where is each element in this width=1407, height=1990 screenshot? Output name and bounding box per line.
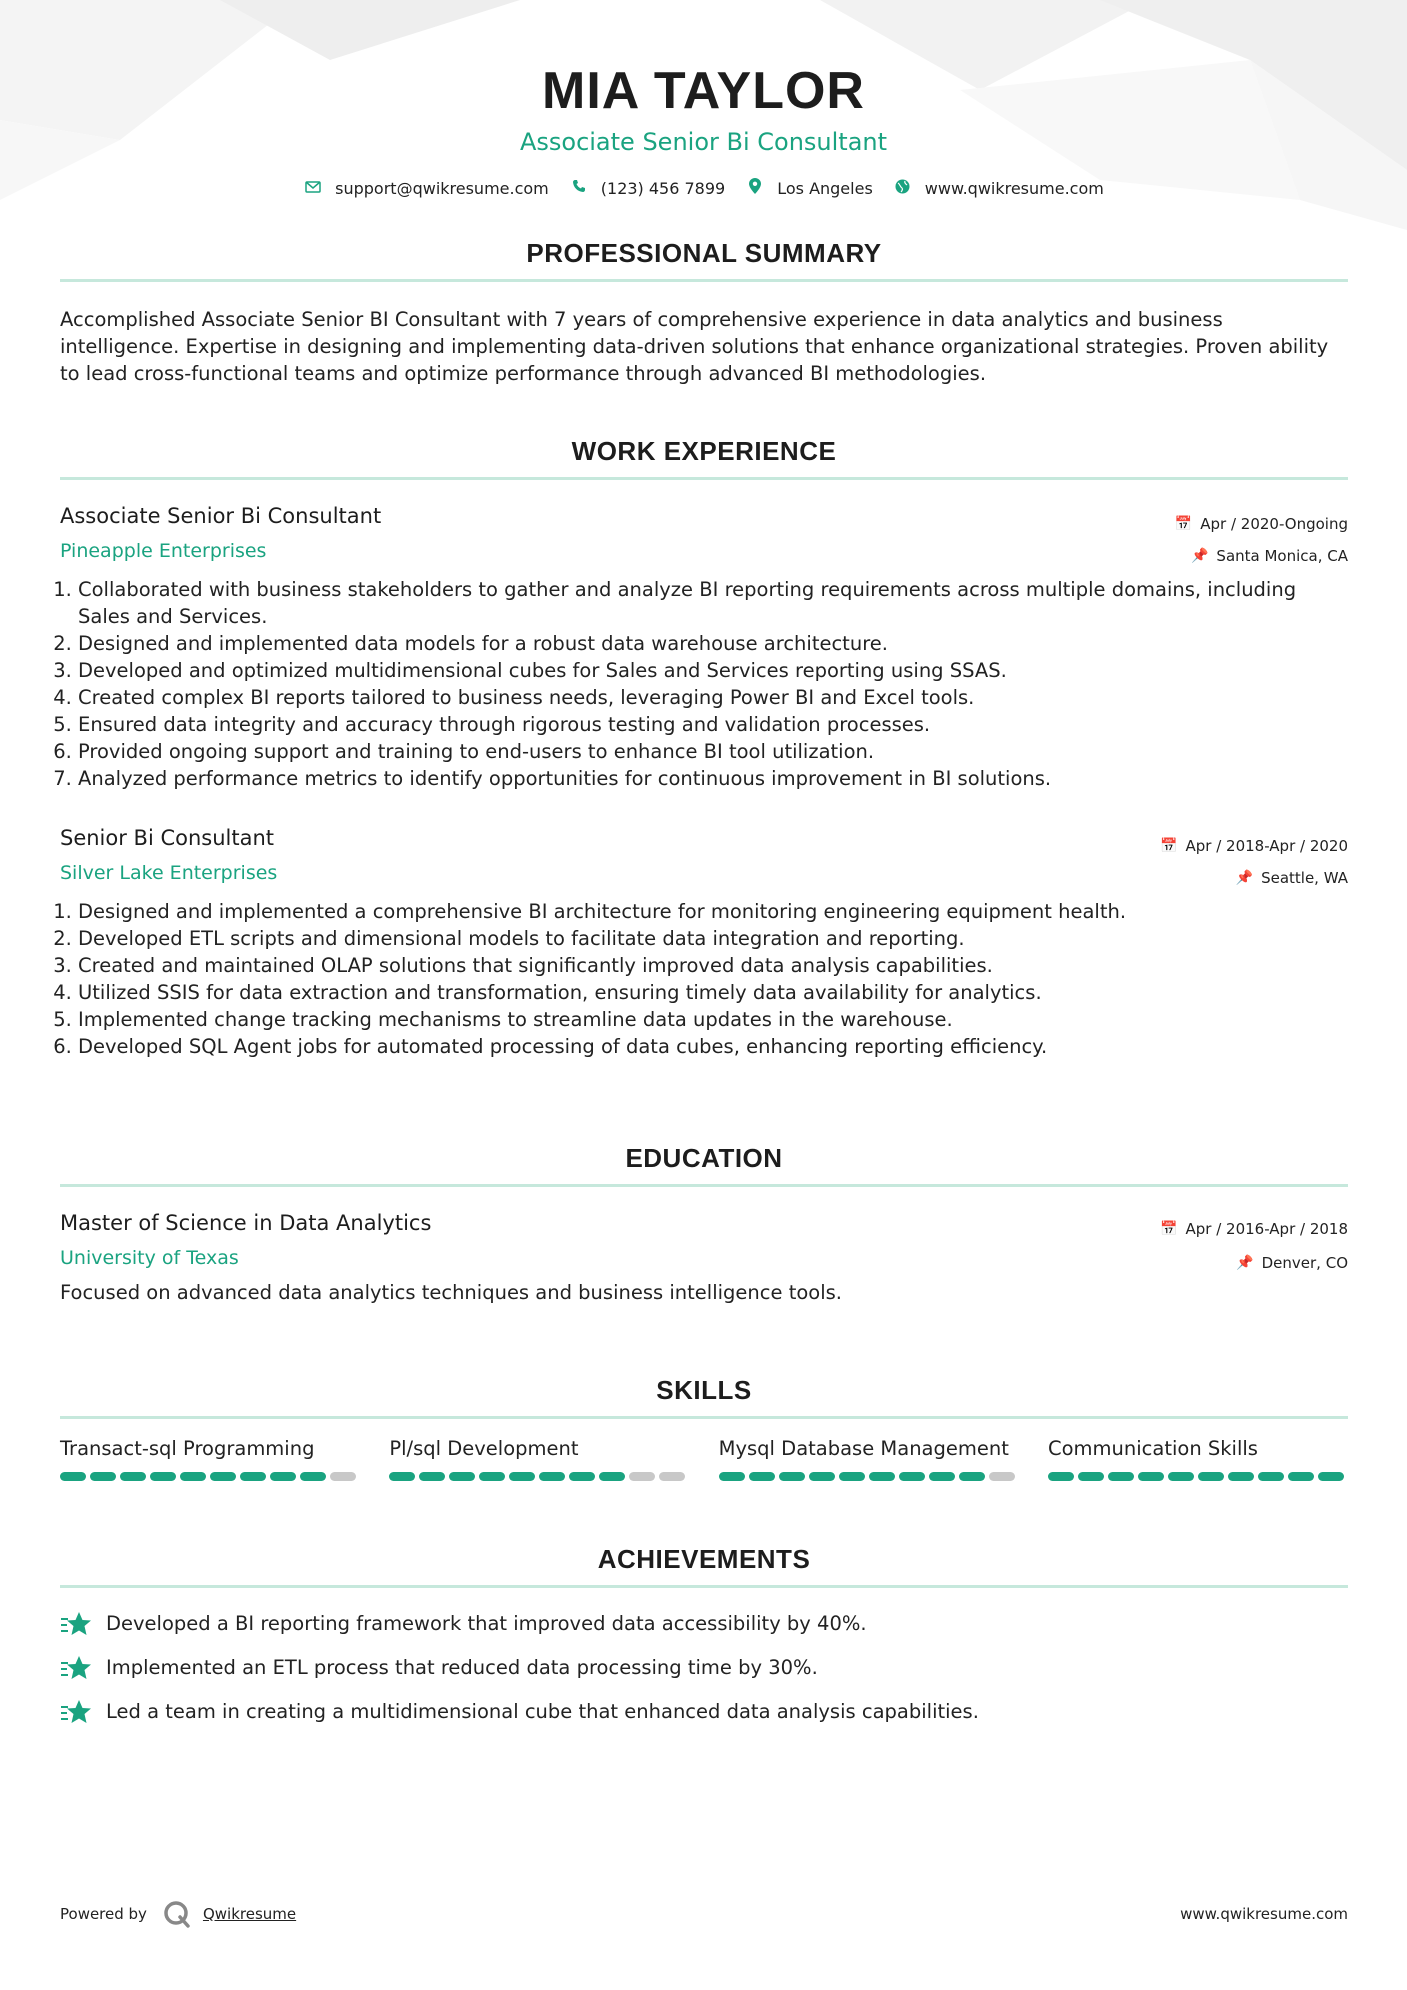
skill-segment-filled xyxy=(719,1472,745,1481)
star-icon xyxy=(60,1610,92,1638)
contact-bar xyxy=(0,178,1407,198)
skill-segment-filled xyxy=(599,1472,625,1481)
footer-website[interactable]: www.qwikresume.com xyxy=(1180,1905,1348,1923)
skill-level-bar xyxy=(389,1472,689,1481)
education-section xyxy=(60,1143,1348,1306)
experience-section xyxy=(60,436,1348,1060)
skill-segment-filled xyxy=(539,1472,565,1481)
skill-segment-filled xyxy=(899,1472,925,1481)
skill-item xyxy=(60,1437,360,1481)
duty-item: 5. Ensured data integrity and accuracy through rigorous testing and validation processes. xyxy=(78,711,1348,738)
skill-level-bar xyxy=(60,1472,360,1481)
skill-segment-filled xyxy=(1108,1472,1134,1481)
calendar-icon: 📅 xyxy=(1160,838,1178,854)
skill-segment-filled xyxy=(1168,1472,1194,1481)
education-dates xyxy=(1160,1211,1348,1247)
section-divider xyxy=(60,1416,1348,1419)
education-location-text: Denver, CO xyxy=(1261,1254,1348,1272)
job-dates xyxy=(1175,508,1348,540)
achievement-list xyxy=(60,1610,1348,1726)
job-entry xyxy=(60,504,1348,792)
education-dates-text: Apr / 2016-Apr / 2018 xyxy=(1185,1220,1348,1238)
duty-item: 6. Provided ongoing support and training to end-users to enhance BI tool utilization. xyxy=(78,738,1348,765)
job-location-text: Seattle, WA xyxy=(1261,869,1348,887)
skill-segment-filled xyxy=(210,1472,236,1481)
skill-segment-filled xyxy=(1288,1472,1314,1481)
star-icon xyxy=(60,1698,92,1726)
job-location-text: Santa Monica, CA xyxy=(1216,547,1348,565)
skill-segment-filled xyxy=(180,1472,206,1481)
school-name: University of Texas xyxy=(60,1247,239,1269)
skill-segment-filled xyxy=(90,1472,116,1481)
duty-item: 3. Created and maintained OLAP solutions that significantly improved data analysis capabilities. xyxy=(78,952,1348,979)
calendar-icon: 📅 xyxy=(1174,516,1193,532)
achievements-section xyxy=(60,1544,1348,1726)
skill-segment-filled xyxy=(120,1472,146,1481)
job-location xyxy=(1160,862,1348,894)
skill-name: Mysql Database Management xyxy=(718,1437,1009,1460)
skills-list xyxy=(60,1437,1348,1481)
skill-item xyxy=(389,1437,689,1481)
job-meta xyxy=(1160,830,1348,894)
duty-list xyxy=(60,576,1348,792)
skill-level-bar xyxy=(719,1472,1019,1481)
pin-icon: 📌 xyxy=(1236,1255,1254,1271)
education-meta xyxy=(1160,1211,1348,1279)
skill-segment-filled xyxy=(569,1472,595,1481)
qwikresume-link[interactable]: Qwikresume xyxy=(202,1905,297,1923)
achievement-item xyxy=(60,1698,1348,1726)
experience-heading: WORK EXPERIENCE xyxy=(571,436,837,466)
achievement-text: Led a team in creating a multidimensional cube that enhanced data analysis capabilities. xyxy=(106,1700,979,1723)
education-heading: EDUCATION xyxy=(625,1143,783,1173)
skill-segment-filled xyxy=(1078,1472,1104,1481)
job-title: Associate Senior Bi Consultant xyxy=(60,504,382,528)
education-location xyxy=(1160,1247,1348,1279)
skill-segment-filled xyxy=(1228,1472,1254,1481)
skill-segment-filled xyxy=(1258,1472,1284,1481)
skill-segment-empty xyxy=(989,1472,1015,1481)
achievement-text: Implemented an ETL process that reduced data processing time by 30%. xyxy=(106,1656,818,1679)
pin-icon: 📌 xyxy=(1235,870,1254,886)
skill-level-bar xyxy=(1048,1472,1348,1481)
skill-segment-filled xyxy=(779,1472,805,1481)
skill-name: Communication Skills xyxy=(1047,1437,1258,1460)
footer xyxy=(60,1900,1348,1928)
duty-item: 1. Collaborated with business stakeholders to gather and analyze BI reporting requirements across multiple domains, including Sales and Services. xyxy=(78,576,1348,630)
skill-segment-filled xyxy=(240,1472,266,1481)
skill-segment-filled xyxy=(389,1472,415,1481)
duty-item: 4. Created complex BI reports tailored to business needs, leveraging Power BI and Excel tools. xyxy=(78,684,1348,711)
skill-segment-filled xyxy=(959,1472,985,1481)
summary-heading: PROFESSIONAL SUMMARY xyxy=(526,238,882,268)
job-company: Silver Lake Enterprises xyxy=(60,862,278,884)
job-dates-text: Apr / 2018-Apr / 2020 xyxy=(1185,837,1348,855)
skill-segment-empty xyxy=(659,1472,685,1481)
skill-segment-filled xyxy=(809,1472,835,1481)
education-entry xyxy=(60,1211,1348,1306)
skill-item xyxy=(1048,1437,1348,1481)
education-description: Focused on advanced data analytics techniques and business intelligence tools. xyxy=(60,1281,842,1304)
duty-list xyxy=(60,898,1348,1060)
skill-item xyxy=(719,1437,1019,1481)
summary-text: Accomplished Associate Senior BI Consultant with 7 years of comprehensive experience in data analytics and business intelligence. Expertise in designing and implementing data-driven solutions that enhance organizational strategies. Proven ability to lead cross-functional teams and optimize performance through advanced BI methodologies. xyxy=(60,308,1329,385)
globe-icon xyxy=(893,179,913,198)
candidate-name: MIA TAYLOR xyxy=(542,62,865,120)
skill-segment-empty xyxy=(629,1472,655,1481)
skill-segment-filled xyxy=(509,1472,535,1481)
skill-segment-filled xyxy=(150,1472,176,1481)
skill-segment-filled xyxy=(270,1472,296,1481)
duty-item: 3. Developed and optimized multidimensional cubes for Sales and Services reporting using SSAS. xyxy=(78,657,1348,684)
contact-email-text: support@qwikresume.com xyxy=(335,178,549,198)
job-location xyxy=(1175,540,1348,572)
duty-item: 5. Implemented change tracking mechanisms to streamline data updates in the warehouse. xyxy=(78,1006,1348,1033)
skills-section xyxy=(60,1375,1348,1481)
duty-item: 6. Developed SQL Agent jobs for automated processing of data cubes, enhancing reporting efficiency. xyxy=(78,1033,1348,1060)
job-title: Senior Bi Consultant xyxy=(60,826,275,850)
skill-segment-filled xyxy=(449,1472,475,1481)
skill-segment-filled xyxy=(419,1472,445,1481)
skill-name: Pl/sql Development xyxy=(389,1437,579,1460)
skill-segment-filled xyxy=(869,1472,895,1481)
section-divider xyxy=(60,477,1348,480)
duty-item: 2. Designed and implemented data models for a robust data warehouse architecture. xyxy=(78,630,1348,657)
achievement-text: Developed a BI reporting framework that improved data accessibility by 40%. xyxy=(106,1612,867,1635)
skill-segment-filled xyxy=(1048,1472,1074,1481)
powered-by-label: Powered by xyxy=(60,1905,147,1923)
job-dates xyxy=(1160,830,1348,862)
skill-segment-filled xyxy=(1198,1472,1224,1481)
candidate-title: Associate Senior Bi Consultant xyxy=(519,128,888,156)
skill-segment-filled xyxy=(1318,1472,1344,1481)
section-divider xyxy=(60,1184,1348,1187)
duty-item: 1. Designed and implemented a comprehensive BI architecture for monitoring engineering equipment health. xyxy=(78,898,1348,925)
duty-item: 4. Utilized SSIS for data extraction and transformation, ensuring timely data availability for analytics. xyxy=(78,979,1348,1006)
skill-segment-filled xyxy=(479,1472,505,1481)
contact-phone-text: (123) 456 7899 xyxy=(600,178,726,198)
star-icon xyxy=(60,1654,92,1682)
contact-phone[interactable] xyxy=(569,179,725,198)
skill-segment-filled xyxy=(839,1472,865,1481)
achievement-item xyxy=(60,1654,1348,1682)
achievement-item xyxy=(60,1610,1348,1638)
skills-heading: SKILLS xyxy=(656,1375,752,1405)
calendar-icon: 📅 xyxy=(1160,1221,1178,1237)
resume-header xyxy=(0,58,1407,198)
job-dates-text: Apr / 2020-Ongoing xyxy=(1200,515,1348,533)
skill-name: Transact-sql Programming xyxy=(60,1437,315,1460)
achievements-heading: ACHIEVEMENTS xyxy=(597,1544,811,1574)
skill-segment-empty xyxy=(330,1472,356,1481)
contact-location-text: Los Angeles xyxy=(777,178,873,198)
job-company: Pineapple Enterprises xyxy=(60,540,267,562)
pin-icon: 📌 xyxy=(1190,548,1209,564)
job-entry xyxy=(60,826,1348,1060)
phone-icon xyxy=(569,179,589,197)
powered-by xyxy=(60,1900,296,1928)
section-divider xyxy=(60,1585,1348,1588)
skill-segment-filled xyxy=(1138,1472,1164,1481)
degree-title: Master of Science in Data Analytics xyxy=(60,1211,432,1235)
job-meta xyxy=(1175,508,1348,572)
section-divider xyxy=(60,279,1348,282)
contact-website[interactable] xyxy=(893,179,1104,198)
contact-website-text: www.qwikresume.com xyxy=(924,178,1104,198)
summary-section xyxy=(60,238,1348,387)
duty-item: 2. Developed ETL scripts and dimensional models to facilitate data integration and reporting. xyxy=(78,925,1348,952)
contact-location xyxy=(745,178,873,198)
map-marker-icon xyxy=(745,178,765,198)
duty-item: 7. Analyzed performance metrics to identify opportunities for continuous improvement in BI solutions. xyxy=(78,765,1348,792)
envelope-icon xyxy=(303,179,323,197)
qwikresume-logo-icon xyxy=(163,1900,191,1928)
skill-segment-filled xyxy=(60,1472,86,1481)
skill-segment-filled xyxy=(300,1472,326,1481)
skill-segment-filled xyxy=(749,1472,775,1481)
contact-email[interactable] xyxy=(303,179,549,198)
skill-segment-filled xyxy=(929,1472,955,1481)
